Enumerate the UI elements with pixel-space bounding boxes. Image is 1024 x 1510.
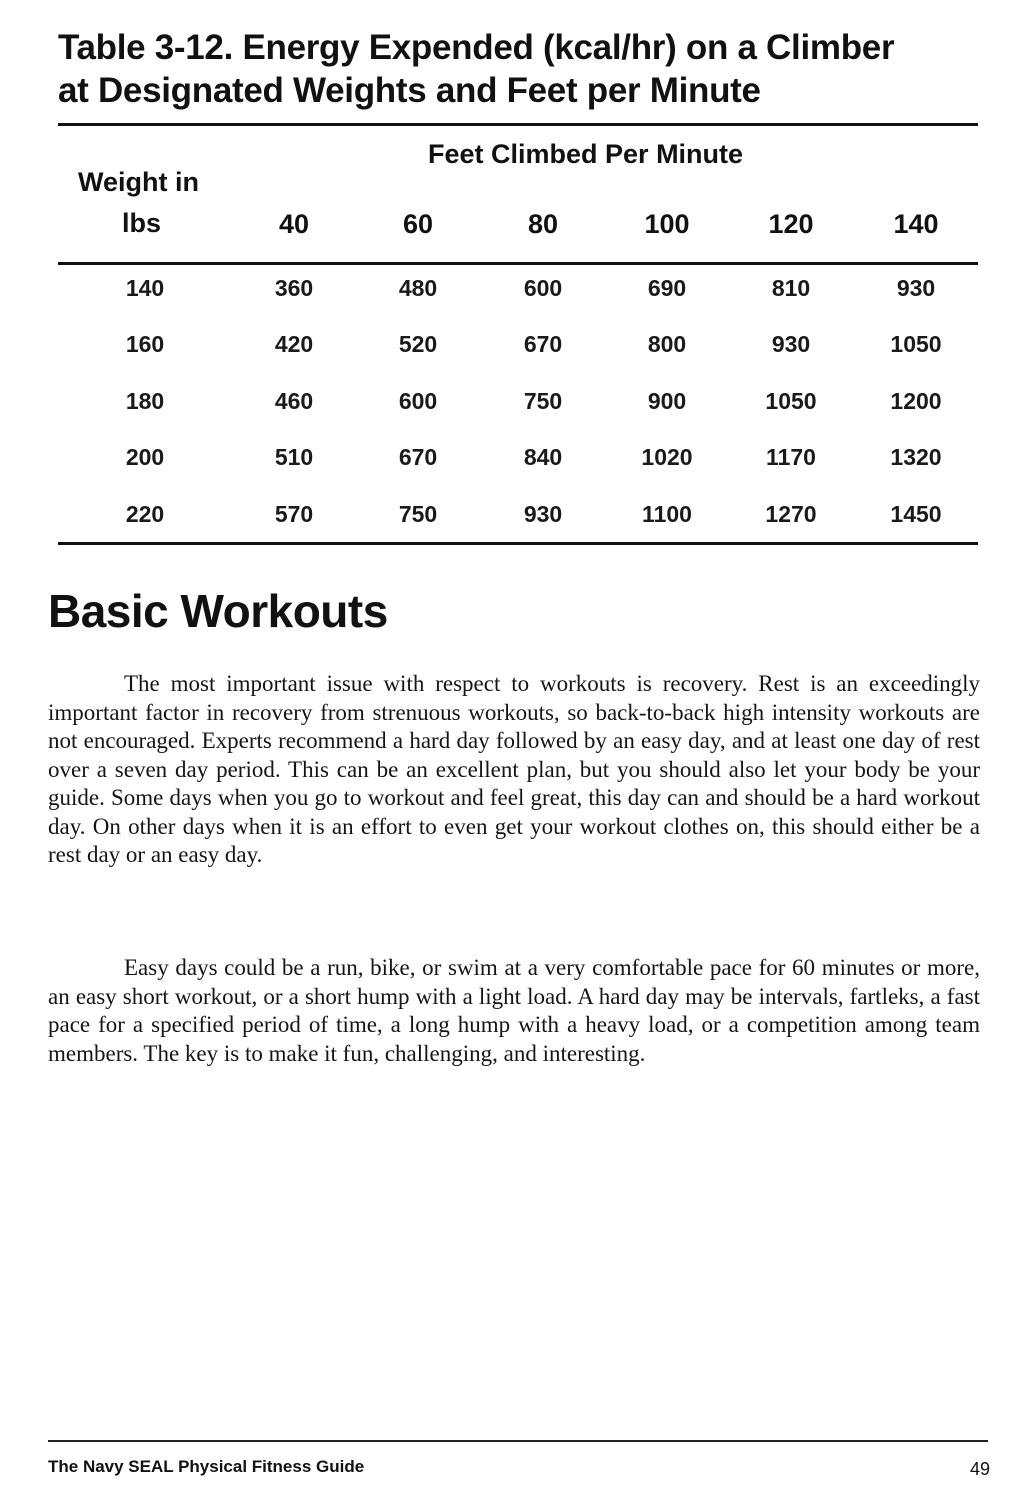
column-header: 60 [402,209,434,239]
table-cell: 1050 [765,388,817,414]
table-title-line-2: at Designated Weights and Feet per Minute [58,71,761,110]
table-cell: 800 [647,331,687,357]
section-heading: Basic Workouts [48,585,388,637]
footer-rule [48,1440,988,1442]
table-title-line-1: Table 3-12. Energy Expended (kcal/hr) on a Climber [58,28,895,67]
column-group-header: Feet Climbed Per Minute [428,139,744,169]
row-header-line-2: lbs [122,208,162,238]
table-cell: 1270 [765,501,817,527]
table-cell: 750 [398,501,438,527]
table-cell: 420 [274,331,314,357]
page-number: 49 [969,1459,990,1479]
column-header: 100 [644,209,690,239]
row-weight-cell: 220 [125,501,165,527]
row-weight-cell: 200 [125,444,165,470]
table-cell: 670 [523,331,563,357]
table-cell: 510 [274,444,314,470]
table-cell: 930 [771,331,811,357]
table-cell: 930 [523,501,563,527]
table-cell: 600 [398,388,438,414]
column-header: 140 [893,209,939,239]
footer-book-title: The Navy SEAL Physical Fitness Guide [48,1457,365,1476]
table-cell: 750 [523,388,563,414]
table-cell: 840 [523,444,563,470]
table-cell: 1100 [642,501,692,527]
table-cell: 900 [647,388,687,414]
table-cell: 810 [771,275,811,301]
table-bottom-rule [58,542,978,545]
table-cell: 520 [398,331,438,357]
row-weight-cell: 140 [125,275,165,301]
table-cell: 360 [274,275,314,301]
table-cell: 480 [398,275,438,301]
table-cell: 930 [896,275,936,301]
table-cell: 570 [274,501,314,527]
column-header: 40 [278,209,310,239]
table-cell: 1050 [890,331,942,357]
table-cell: 690 [647,275,687,301]
column-header: 80 [527,209,559,239]
table-cell: 1200 [890,388,942,414]
table-cell: 460 [274,388,314,414]
table-cell: 670 [398,444,438,470]
table-cell: 1320 [890,444,942,470]
body-paragraph-2: Easy days could be a run, bike, or swim at a very comfortable pace for 60 minutes or more, an easy short workout, or a short hump with a light load. A hard day may be intervals, fartleks, a fast pace for a specified period of time, a long hump with a heavy load, or a competition among team members. The key is to make it fun, challenging, and interesting. [48,955,980,1066]
column-header: 120 [768,209,814,239]
row-header-line-1: Weight in [78,167,199,197]
row-weight-cell: 180 [125,388,165,414]
body-paragraph-1: The most important issue with respect to workouts is recovery. Rest is an exceedingly important factor in recovery from strenuous workouts, so back-to-back high intensity workouts are not encouraged. Experts recommend a hard day followed by an easy day, and at least one day of rest over a seven day period. This can be an excellent plan, but you should also let your body be your guide. Some days when you go to workout and feel great, this day can and should be a hard workout day. On other days when it is an effort to even get your workout clothes on, this should either be a rest day or an easy day. [48,671,980,867]
table-cell: 600 [523,275,563,301]
row-weight-cell: 160 [125,331,165,357]
table-cell: 1170 [766,444,816,470]
table-cell: 1020 [641,444,693,470]
table-cell: 1450 [890,501,942,527]
